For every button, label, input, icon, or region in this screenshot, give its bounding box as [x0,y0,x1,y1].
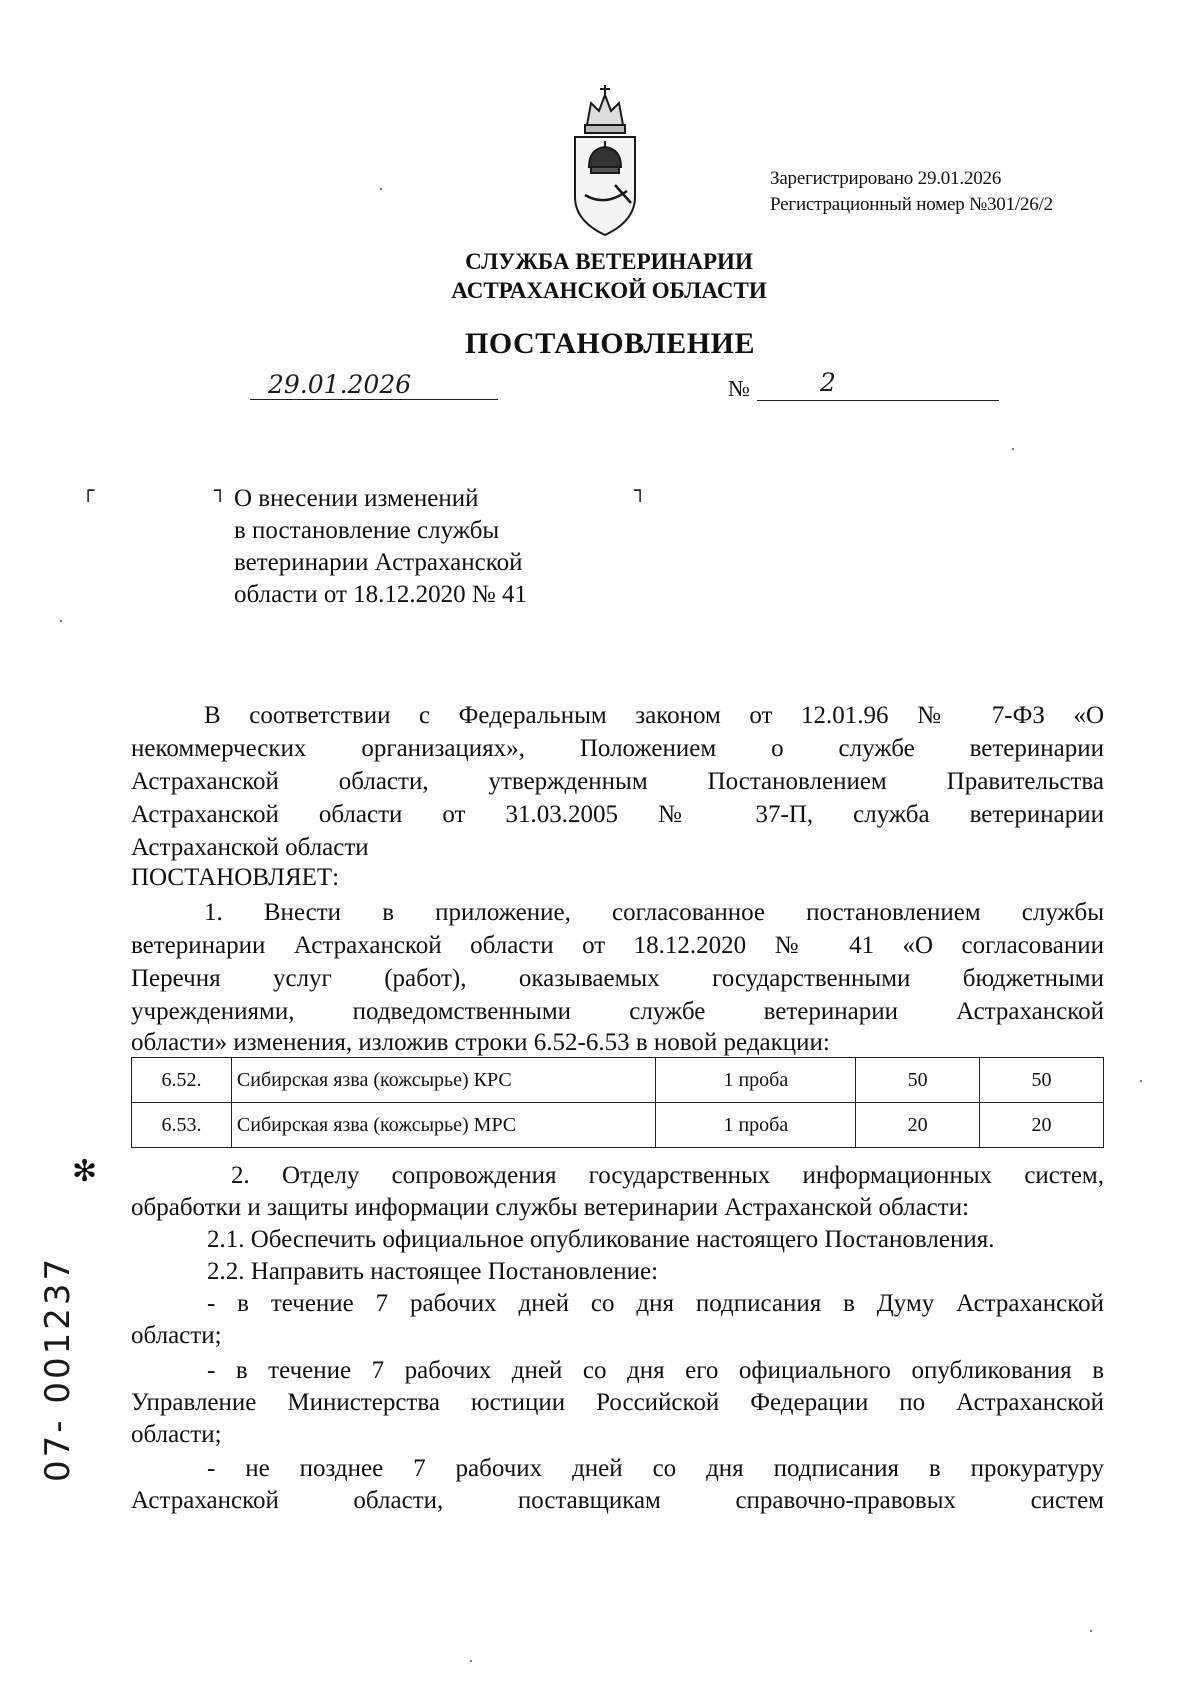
scan-speck [1012,448,1014,450]
service-name-cell: Сибирская язва (кожсырье) КРС [231,1058,656,1103]
value-cell: 50 [980,1058,1104,1103]
preamble-line-2: некоммерческих организациях», Положением о службе ветеринарии [131,735,1104,762]
preamble-line-1: В соответствии с Федеральным законом от 12.01.96 № 7-ФЗ «О [204,702,1104,729]
item2-sub1: 2.1. Обеспечить официальное опубликование настоящего Постановления. [207,1226,995,1253]
value-cell: 20 [980,1103,1104,1148]
date-underline [250,399,498,400]
item2-c-line-1: - не позднее 7 рабочих дней со дня подписания в прокуратуру [207,1455,1104,1482]
number-underline [757,400,999,401]
row-number-cell: 6.53. [132,1103,232,1148]
item1-line-5: области» изменения, изложив строки 6.52-6.53 в новой редакции: [131,1029,830,1056]
decree-word: ПОСТАНОВЛЯЕТ: [131,864,340,891]
preamble-line-3: Астраханской области, утвержденным Постановлением Правительства [131,768,1104,795]
organization-name-line2: АСТРАХАНСКОЙ ОБЛАСТИ [451,278,767,303]
bracket-top-right: ┐ [634,478,647,502]
side-registration-stamp: 07- 001237 [38,1255,78,1482]
item2-b-line-3: области; [131,1421,222,1448]
document-number-label: № [728,376,750,401]
bracket-top-left-inner: ┐ [214,478,227,502]
registration-date: Зарегистрировано 29.01.2026 [770,168,1002,189]
item1-line-3: Перечня услуг (работ), оказываемых государственными бюджетными [131,965,1104,992]
document-subject [234,483,527,611]
table-row [132,1103,1104,1148]
subject-line-3: ветеринарии Астраханской [234,549,523,576]
item2-line-2: обработки и защиты информации службы ветеринарии Астраханской области: [131,1194,970,1221]
coat-of-arms-emblem [565,85,645,237]
item2-c-line-2: Астраханской области, поставщикам справочно-правовых систем [131,1487,1104,1514]
scan-speck [470,1660,472,1662]
service-name-cell: Сибирская язва (кожсырье) МРС [231,1103,656,1148]
subject-line-2: в постановление службы [234,517,500,544]
row-number-cell: 6.52. [132,1058,232,1103]
bracket-top-left: ┌ [82,478,95,502]
item1-line-4: учреждениями, подведомственными службе ветеринарии Астраханской [131,998,1104,1025]
item1-line-2: ветеринарии Астраханской области от 18.12.2020 № 41 «О согласовании [131,932,1104,959]
item2-b-line-1: - в течение 7 рабочих дней со дня его официального опубликования в [207,1357,1104,1384]
subject-line-4: области от 18.12.2020 № 41 [234,581,528,608]
item2-b-line-2: Управление Министерства юстиции Российской Федерации по Астраханской [131,1389,1104,1416]
item2-line-1: 2. Отделу сопровождения государственных информационных систем, [231,1162,1104,1189]
document-number-handwritten: 2 [820,368,836,397]
services-table [131,1057,1104,1148]
item2-sub2: 2.2. Направить настоящее Постановление: [207,1258,659,1285]
scan-speck [1140,1080,1142,1082]
side-asterisk-mark: ✻ [72,1154,98,1189]
preamble-line-5: Астраханской области [131,834,369,861]
value-cell: 50 [856,1058,980,1103]
table-row [132,1058,1104,1103]
registration-number: Регистрационный номер №301/26/2 [770,194,1053,215]
scan-speck [60,620,62,622]
organization-name-line1: СЛУЖБА ВЕТЕРИНАРИИ [465,249,753,274]
document-date-handwritten: 29.01.2026 [268,370,412,399]
item2-a-line-1: - в течение 7 рабочих дней со дня подписания в Думу Астраханской [207,1290,1104,1317]
unit-cell: 1 проба [656,1103,856,1148]
preamble-line-4: Астраханской области от 31.03.2005 № 37-П, служба ветеринарии [131,801,1104,828]
item2-a-line-2: области; [131,1322,222,1349]
scan-speck [380,188,382,190]
value-cell: 20 [856,1103,980,1148]
item1-line-1: 1. Внести в приложение, согласованное постановлением службы [204,899,1104,926]
document-type-title: ПОСТАНОВЛЕНИЕ [465,327,755,360]
subject-line-1: О внесении изменений [234,485,479,512]
unit-cell: 1 проба [656,1058,856,1103]
scan-speck [1090,1630,1092,1632]
